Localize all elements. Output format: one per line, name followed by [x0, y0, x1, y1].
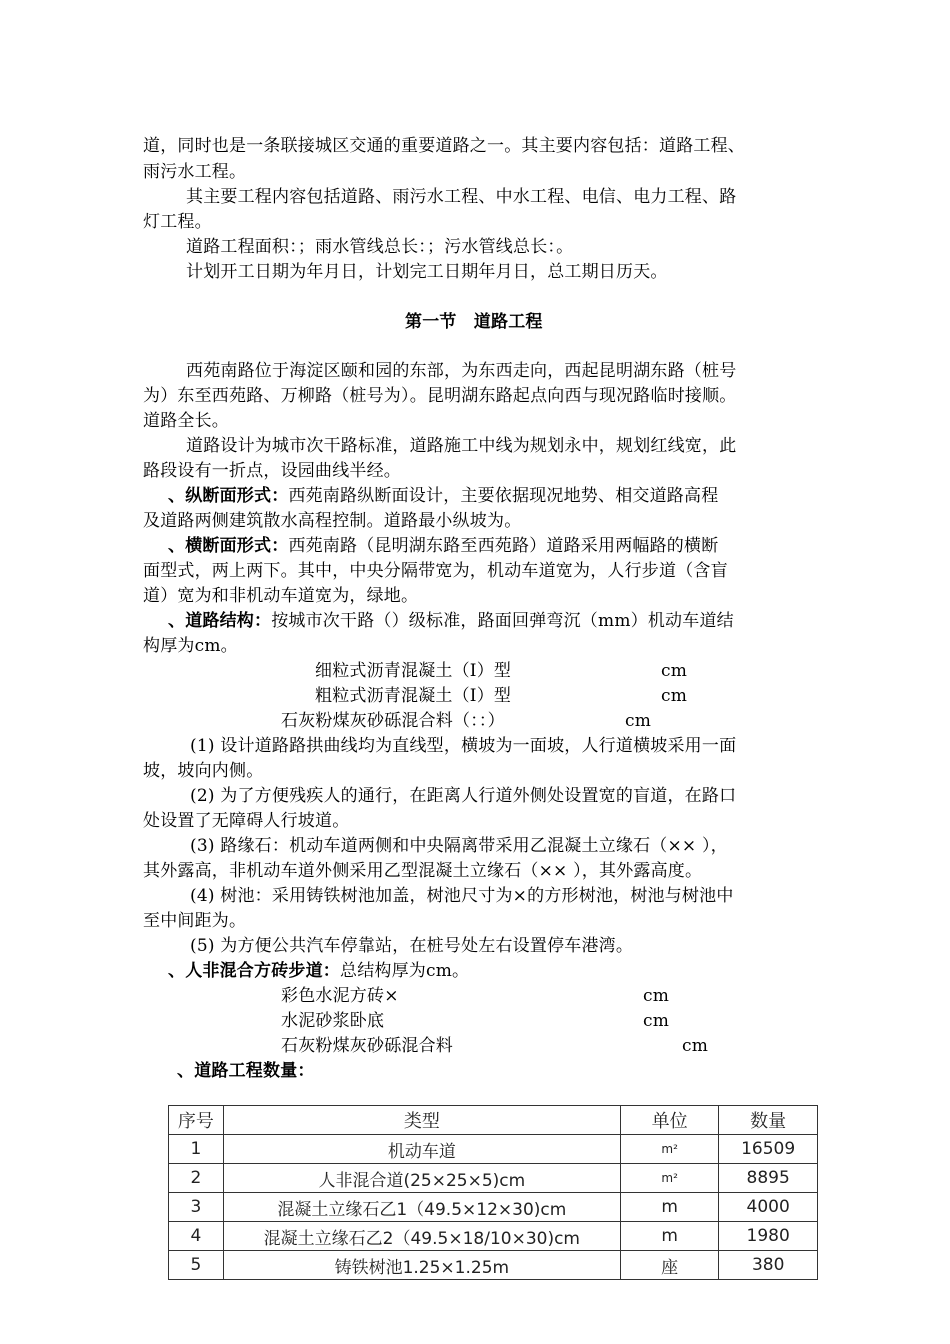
layer1-name-2: 粗粒式沥青混凝土（Ⅰ）型 — [315, 686, 512, 706]
layer1-unit-2: cm — [661, 686, 688, 706]
table-row — [169, 1251, 818, 1280]
item-2-line-1: (2) 为了方便残疾人的通行，在距离人行道外侧处设置宽的盲道，在路口 — [190, 786, 737, 806]
item-4-line-2: 至中间距为。 — [143, 911, 247, 931]
cell-no: 3 — [169, 1193, 224, 1222]
p5-label: 、道路结构： — [168, 611, 272, 631]
p5-text: 按城市次干路（）级标准，路面回弹弯沉（mm）机动车道结 — [271, 611, 734, 631]
p4-line-2: 面型式，两上两下。其中，中央分隔带宽为，机动车道宽为，人行步道（含盲 — [143, 561, 728, 581]
intro-line-3: 其主要工程内容包括道路、雨污水工程、中水工程、电信、电力工程、路 — [186, 187, 737, 207]
layer1-name-3: 石灰粉煤灰砂砾混合料（：：） — [281, 711, 505, 731]
layer2-unit-3: cm — [682, 1036, 709, 1056]
layer1-unit-1: cm — [661, 661, 688, 681]
p5-line-2: 构厚为cm。 — [143, 636, 238, 656]
layer2-name-1: 彩色水泥方砖× — [281, 986, 399, 1006]
cell-qty: 16509 — [719, 1135, 818, 1164]
cell-qty: 1980 — [719, 1222, 818, 1251]
cell-unit: m — [620, 1222, 718, 1251]
layer2-unit-2: cm — [643, 1011, 670, 1031]
layer1-name-1: 细粒式沥青混凝土（Ⅰ）型 — [315, 661, 512, 681]
p5-line-1 — [168, 610, 734, 632]
cell-type: 机动车道 — [223, 1135, 620, 1164]
item-5-line-1: (5) 为方便公共汽车停靠站，在桩号处左右设置停车港湾。 — [190, 936, 634, 956]
cell-unit: m² — [620, 1135, 718, 1164]
p3-line-2: 及道路两侧建筑散水高程控制。道路最小纵坡为。 — [143, 511, 522, 531]
cell-type: 混凝土立缘石乙1（49.5×12×30)cm — [223, 1193, 620, 1222]
p1-line-3: 道路全长。 — [143, 411, 229, 431]
intro-line-2: 雨污水工程。 — [143, 162, 247, 182]
cell-qty: 4000 — [719, 1193, 818, 1222]
cell-unit: m — [620, 1193, 718, 1222]
cell-type: 混凝土立缘石乙2（49.5×18/10×30)cm — [223, 1222, 620, 1251]
intro-line-5: 道路工程面积：；雨水管线总长：；污水管线总长：。 — [186, 237, 574, 257]
p4-text: 西苑南路（昆明湖东路至西苑路）道路采用两幅路的横断 — [288, 536, 719, 556]
table-row — [169, 1193, 818, 1222]
p1-line-2: 为）东至西苑路、万柳路（桩号为）。昆明湖东路起点向西与现况路临时接顺。 — [143, 386, 737, 406]
item-2-line-2: 处设置了无障碍人行坡道。 — [143, 811, 350, 831]
header-qty: 数量 — [719, 1106, 818, 1135]
cell-no: 2 — [169, 1164, 224, 1193]
cell-unit: 座 — [620, 1251, 718, 1280]
p6-text: 总结构厚为cm。 — [340, 961, 470, 981]
cell-no: 1 — [169, 1135, 224, 1164]
quantity-table — [168, 1105, 818, 1280]
p3-text: 西苑南路纵断面设计，主要依据现况地势、相交道路高程 — [288, 486, 719, 506]
p1-line-1: 西苑南路位于海淀区颐和园的东部，为东西走向，西起昆明湖东路（桩号 — [186, 361, 737, 381]
cell-type: 铸铁树池1.25×1.25m — [223, 1251, 620, 1280]
table-row — [169, 1222, 818, 1251]
p2-line-1: 道路设计为城市次干路标准，道路施工中线为规划永中，规划红线宽，此 — [186, 436, 737, 456]
p2-line-2: 路段设有一折点，设园曲线半经。 — [143, 461, 401, 481]
p4-line-3: 道）宽为和非机动车道宽为，绿地。 — [143, 586, 419, 606]
header-type: 类型 — [223, 1106, 620, 1135]
layer2-name-3: 石灰粉煤灰砂砾混合料 — [281, 1036, 453, 1056]
cell-qty: 8895 — [719, 1164, 818, 1193]
layer2-unit-1: cm — [643, 986, 670, 1006]
cell-qty: 380 — [719, 1251, 818, 1280]
p4-line-1 — [168, 535, 718, 557]
header-unit: 单位 — [620, 1106, 718, 1135]
item-3-line-2: 其外露高，非机动车道外侧采用乙型混凝土立缘石（×× ），其外露高度。 — [143, 861, 703, 881]
header-no: 序号 — [169, 1106, 224, 1135]
layer2-name-2: 水泥砂浆卧底 — [281, 1011, 385, 1031]
cell-no: 5 — [169, 1251, 224, 1280]
table-row — [169, 1135, 818, 1164]
p7-label: 、道路工程数量： — [177, 1061, 315, 1081]
intro-line-4: 灯工程。 — [143, 212, 212, 232]
p3-line-1 — [168, 485, 718, 507]
p3-label: 、纵断面形式： — [168, 486, 289, 506]
cell-no: 4 — [169, 1222, 224, 1251]
intro-line-6: 计划开工日期为年月日，计划完工日期年月日，总工期日历天。 — [186, 262, 668, 282]
p6-line-1 — [168, 960, 469, 982]
cell-type: 人非混合道(25×25×5)cm — [223, 1164, 620, 1193]
p4-label: 、横断面形式： — [168, 536, 289, 556]
item-1-line-2: 坡，坡向内侧。 — [143, 761, 264, 781]
item-4-line-1: (4) 树池：采用铸铁树池加盖，树池尺寸为×的方形树池，树池与树池中 — [190, 886, 734, 906]
intro-line-1: 道，同时也是一条联接城区交通的重要道路之一。其主要内容包括：道路工程、 — [143, 136, 745, 156]
section-title: 第一节 道路工程 — [405, 312, 543, 332]
layer1-unit-3: cm — [625, 711, 652, 731]
table-header-row — [169, 1106, 818, 1135]
p6-label: 、人非混合方砖步道： — [168, 961, 340, 981]
item-1-line-1: (1) 设计道路路拱曲线均为直线型，横坡为一面坡，人行道横坡采用一面 — [190, 736, 737, 756]
item-3-line-1: (3) 路缘石：机动车道两侧和中央隔离带采用乙混凝土立缘石（×× ）， — [190, 836, 728, 856]
cell-unit: m² — [620, 1164, 718, 1193]
table-row — [169, 1164, 818, 1193]
